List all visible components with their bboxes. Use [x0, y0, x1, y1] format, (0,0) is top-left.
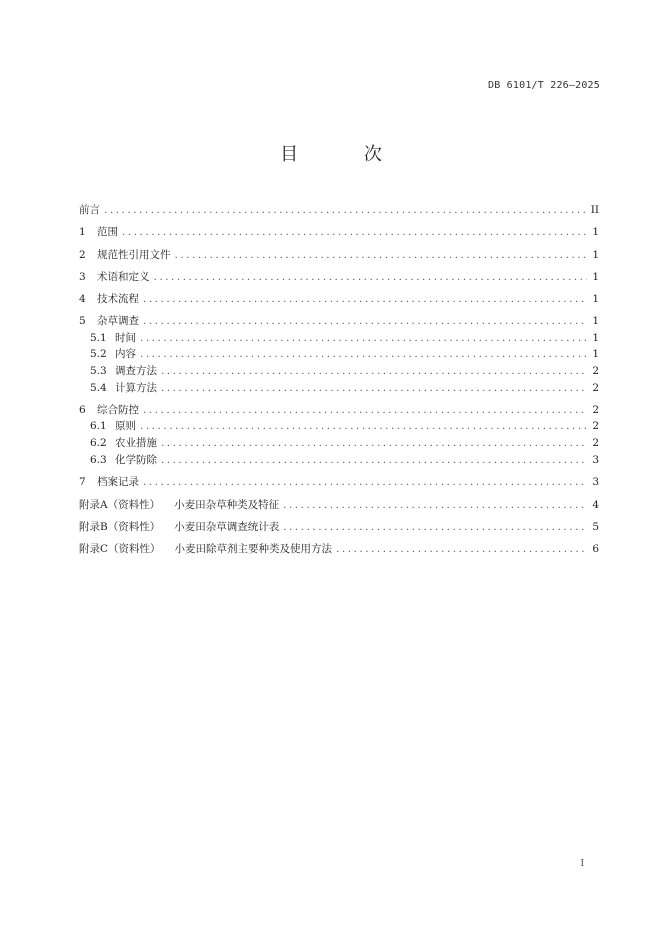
- toc-leader-dots: [161, 452, 587, 469]
- toc-entry-page: 2: [592, 381, 599, 394]
- toc-entry-label: 原则: [115, 420, 136, 433]
- toc-leader-dots: [154, 266, 588, 288]
- toc-entry-number: 6.1: [90, 420, 107, 433]
- toc-entry-6-3[interactable]: [79, 452, 599, 469]
- toc-entry-label: 计算方法: [115, 381, 157, 394]
- toc-entry-5-3[interactable]: [79, 363, 599, 380]
- toc-entry-page: 2: [592, 420, 599, 433]
- toc-leader-dots: [283, 494, 587, 516]
- toc-entry-page: 5: [592, 520, 599, 533]
- toc-leader-dots: [140, 346, 587, 363]
- toc-appendix-number: 附录B（资料性）: [79, 520, 161, 533]
- toc-entry-page: 1: [592, 315, 599, 328]
- toc-entry-number: 5: [79, 315, 86, 328]
- toc-entry-appendix-a[interactable]: [79, 494, 599, 516]
- toc-entry-label: 前言: [79, 204, 100, 216]
- toc-entry-6-1[interactable]: [79, 418, 599, 435]
- toc-entry-number: 6.3: [90, 453, 107, 466]
- toc-appendix-number: 附录A（资料性）: [79, 498, 161, 511]
- toc-entry-label: 技术流程: [97, 293, 139, 306]
- toc-entry-appendix-b[interactable]: [79, 516, 599, 538]
- toc-entry-label: 时间: [115, 331, 136, 344]
- toc-entry-page: 2: [592, 364, 599, 377]
- toc-entry-page: 1: [592, 293, 599, 306]
- toc-entry-appendix-c[interactable]: [79, 538, 599, 560]
- toc-entry-label: 规范性引用文件: [97, 248, 171, 261]
- toc-entry-number: 5.1: [90, 331, 107, 344]
- toc-entry-page: 1: [592, 270, 599, 283]
- toc-entry-page: 2: [592, 404, 599, 417]
- toc-entry-5-1[interactable]: [79, 330, 599, 347]
- toc-entry-label: 小麦田杂草种类及特征: [174, 498, 280, 511]
- toc-entry-label: 档案记录: [97, 476, 139, 489]
- page-number: I: [580, 859, 584, 869]
- toc-leader-dots: [140, 330, 587, 347]
- toc-entry-number: 5.3: [90, 364, 107, 377]
- toc-entry-number: 1: [79, 226, 86, 239]
- toc-entry-label: 内容: [115, 348, 136, 361]
- toc-entry-page: 6: [592, 543, 599, 556]
- toc-entry-page: 3: [592, 453, 599, 466]
- toc-leader-dots: [143, 288, 587, 310]
- toc-entry-5-2[interactable]: [79, 346, 599, 363]
- toc-entry-page: II: [590, 204, 599, 216]
- toc-entry-number: 7: [79, 476, 86, 489]
- toc-entry-page: 3: [592, 476, 599, 489]
- toc-entry-number: 6: [79, 404, 86, 417]
- toc-entry-page: 2: [592, 437, 599, 450]
- toc-entry-label: 化学防除: [115, 453, 157, 466]
- toc-leader-dots: [140, 418, 587, 435]
- toc-entry-label: 小麦田除草剂主要种类及使用方法: [174, 543, 333, 556]
- toc-entry-number: 5.2: [90, 348, 107, 361]
- toc-entry-7[interactable]: [79, 471, 599, 493]
- toc-leader-dots: [283, 516, 587, 538]
- toc-entry-label: 农业措施: [115, 437, 157, 450]
- toc-entry-3[interactable]: [79, 266, 599, 288]
- toc-entry-label: 术语和定义: [97, 270, 150, 283]
- toc-entry-5-4[interactable]: [79, 380, 599, 397]
- toc-entry-number: 5.4: [90, 381, 107, 394]
- toc-entry-2[interactable]: [79, 244, 599, 266]
- toc-entry-page: 4: [592, 498, 599, 511]
- toc-leader-dots: [122, 221, 587, 243]
- toc-entry-label: 小麦田杂草调查统计表: [174, 520, 280, 533]
- toc-entry-page: 1: [592, 348, 599, 361]
- toc-entry-label: 杂草调查: [97, 315, 139, 328]
- toc-leader-dots: [336, 538, 587, 560]
- toc-entry-4[interactable]: [79, 288, 599, 310]
- toc-entry-preface[interactable]: [79, 199, 599, 221]
- toc-entry-number: 6.2: [90, 437, 107, 450]
- toc-entry-1[interactable]: [79, 221, 599, 243]
- toc-entry-page: 1: [592, 226, 599, 239]
- document-code: DB 6101/T 226—2025: [488, 80, 600, 91]
- toc-leader-dots: [175, 244, 588, 266]
- toc-entry-number: 2: [79, 248, 86, 261]
- toc-leader-dots: [104, 199, 587, 221]
- toc-entry-label: 范围: [97, 226, 118, 239]
- toc-entry-6-2[interactable]: [79, 435, 599, 452]
- toc-entry-page: 1: [592, 331, 599, 344]
- toc-entry-label: 调查方法: [115, 364, 157, 377]
- toc-leader-dots: [143, 471, 587, 493]
- toc-entry-label: 综合防控: [97, 404, 139, 417]
- toc-entry-number: 3: [79, 270, 86, 283]
- table-of-contents: [79, 199, 599, 560]
- toc-entry-number: 4: [79, 293, 86, 306]
- toc-leader-dots: [161, 380, 587, 397]
- toc-appendix-number: 附录C（资料性）: [79, 543, 161, 556]
- toc-entry-page: 1: [592, 248, 599, 261]
- toc-leader-dots: [161, 435, 587, 452]
- page-title: 目 次: [280, 144, 412, 165]
- toc-leader-dots: [161, 363, 587, 380]
